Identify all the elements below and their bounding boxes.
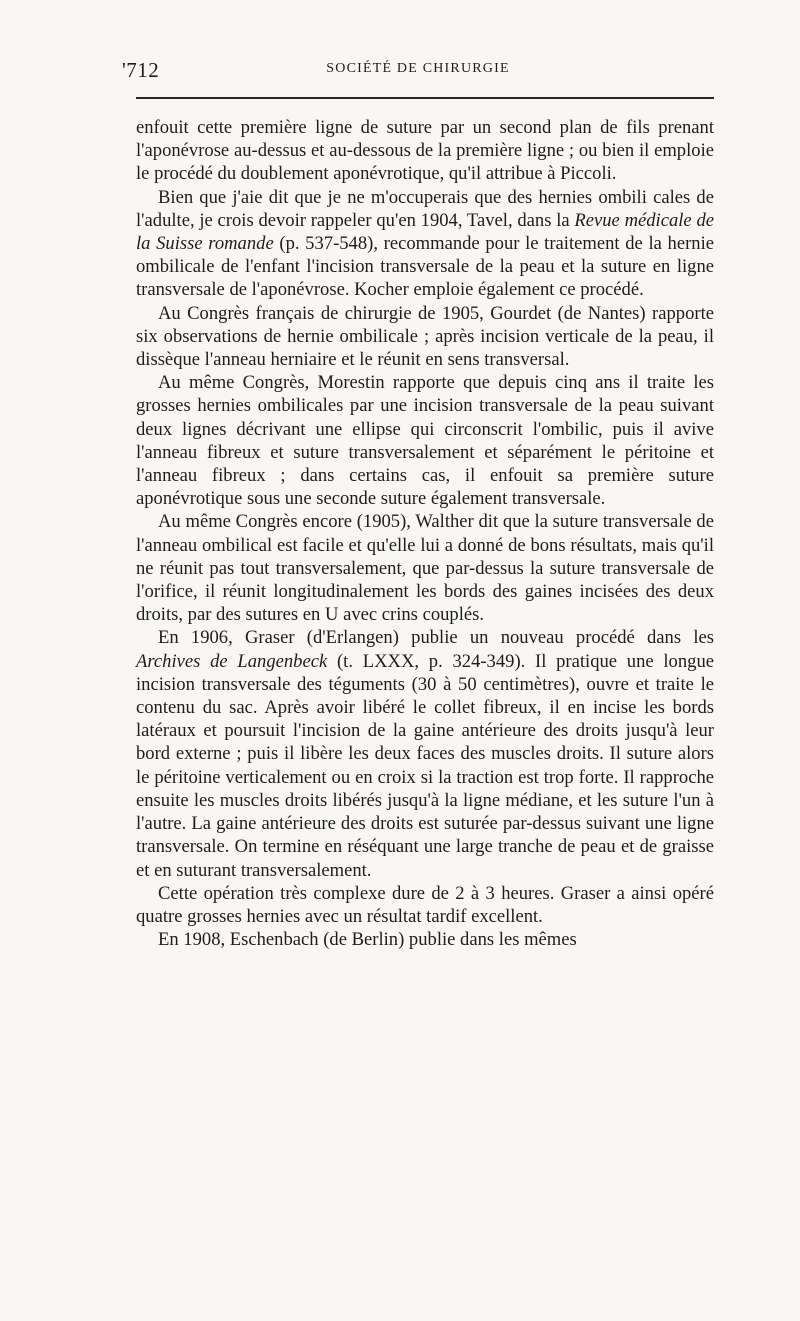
paragraph-6: En 1906, Graser (d'Erlangen) publie un nouveau procédé dans les Archives de Langenbeck (t. LXXX, p. 324-349). Il pratique une longue incision transversale des téguments (30 à 50 centimètres), ouvre et traite le contenu du sac. Après avoir libéré le collet fibreux, il en incise les bords latéraux et poursuit l'incision de la gaine antérieure des droits jusqu'à leur bord externe ; puis il libère les deux faces des muscles droits. Il suture alors le péritoine verticalement ou en croix si la traction est trop forte. Il rapproche ensuite les muscles droits libérés jusqu'à la ligne médiane, et les suture l'un à l'autre. La gaine antérieure des droits est suturée par-dessus suivant une ligne transversale. On termine en réséquant une large tranche de peau et de graisse et en suturant transversalement. xyxy=(136,627,714,881)
header-rule xyxy=(136,97,714,99)
page-header xyxy=(122,58,714,88)
paragraph-3: Au Congrès français de chirurgie de 1905, Gourdet (de Nantes) rapporte six observations de hernie ombilicale ; après incision verticale de la peau, il dissèque l'anneau herniaire et le réunit en sens transversal. xyxy=(136,302,714,371)
journal-title-archives-langenbeck: Archives de Langenbeck xyxy=(136,650,328,672)
paragraph-2: Bien que j'aie dit que je ne m'occuperais que des hernies ombili cales de l'adulte, je crois devoir rappeler qu'en 1904, Tavel, dans la Revue médicale de la Suisse romande (p. 537-548), recommande pour le traitement de la hernie ombilicale de l'enfant l'incision transversale de la peau et la suture en ligne transversale de l'aponévrose. Kocher emploie également ce procédé. xyxy=(136,186,714,301)
body-text xyxy=(136,116,714,951)
running-title: SOCIÉTÉ DE CHIRURGIE xyxy=(326,61,510,76)
paragraph-1: enfouit cette première ligne de suture par un second plan de fils prenant l'aponévrose au-dessus et au-dessous de la première ligne ; ou bien il emploie le procédé du doublement aponévrotique, qu'il attribue à Piccoli. xyxy=(136,117,714,185)
journal-title-revue-medicale: Revue médicale de la Suisse romande xyxy=(136,209,714,255)
paragraph-8: En 1908, Eschenbach (de Berlin) publie dans les mêmes xyxy=(158,929,577,951)
page-number: '712 xyxy=(122,58,160,82)
paragraph-7: Cette opération très complexe dure de 2 à 3 heures. Graser a ainsi opéré quatre grosses hernies avec un résultat tardif excellent. xyxy=(136,882,714,927)
paragraph-4: Au même Congrès, Morestin rapporte que depuis cinq ans il traite les grosses hernies ombilicales par une incision transversale de la peau suivant deux lignes décrivant une ellipse qui circonscrit l'ombilic, puis il avive l'anneau fibreux et suture transversalement et séparément le péritoine et l'anneau fibreux ; dans certains cas, il enfouit sa première suture aponévrotique sous une seconde suture également transversale. xyxy=(136,372,714,510)
paragraph-5: Au même Congrès encore (1905), Walther dit que la suture transversale de l'anneau ombilical est facile et qu'elle lui a donné de bons résultats, mais qu'il ne réunit pas tout transversalement, que par-dessus la suture transversale de l'orifice, il réunit longitudinalement les bords des gaines incisées des deux droits, par des sutures en U avec crins couplés. xyxy=(136,511,714,626)
